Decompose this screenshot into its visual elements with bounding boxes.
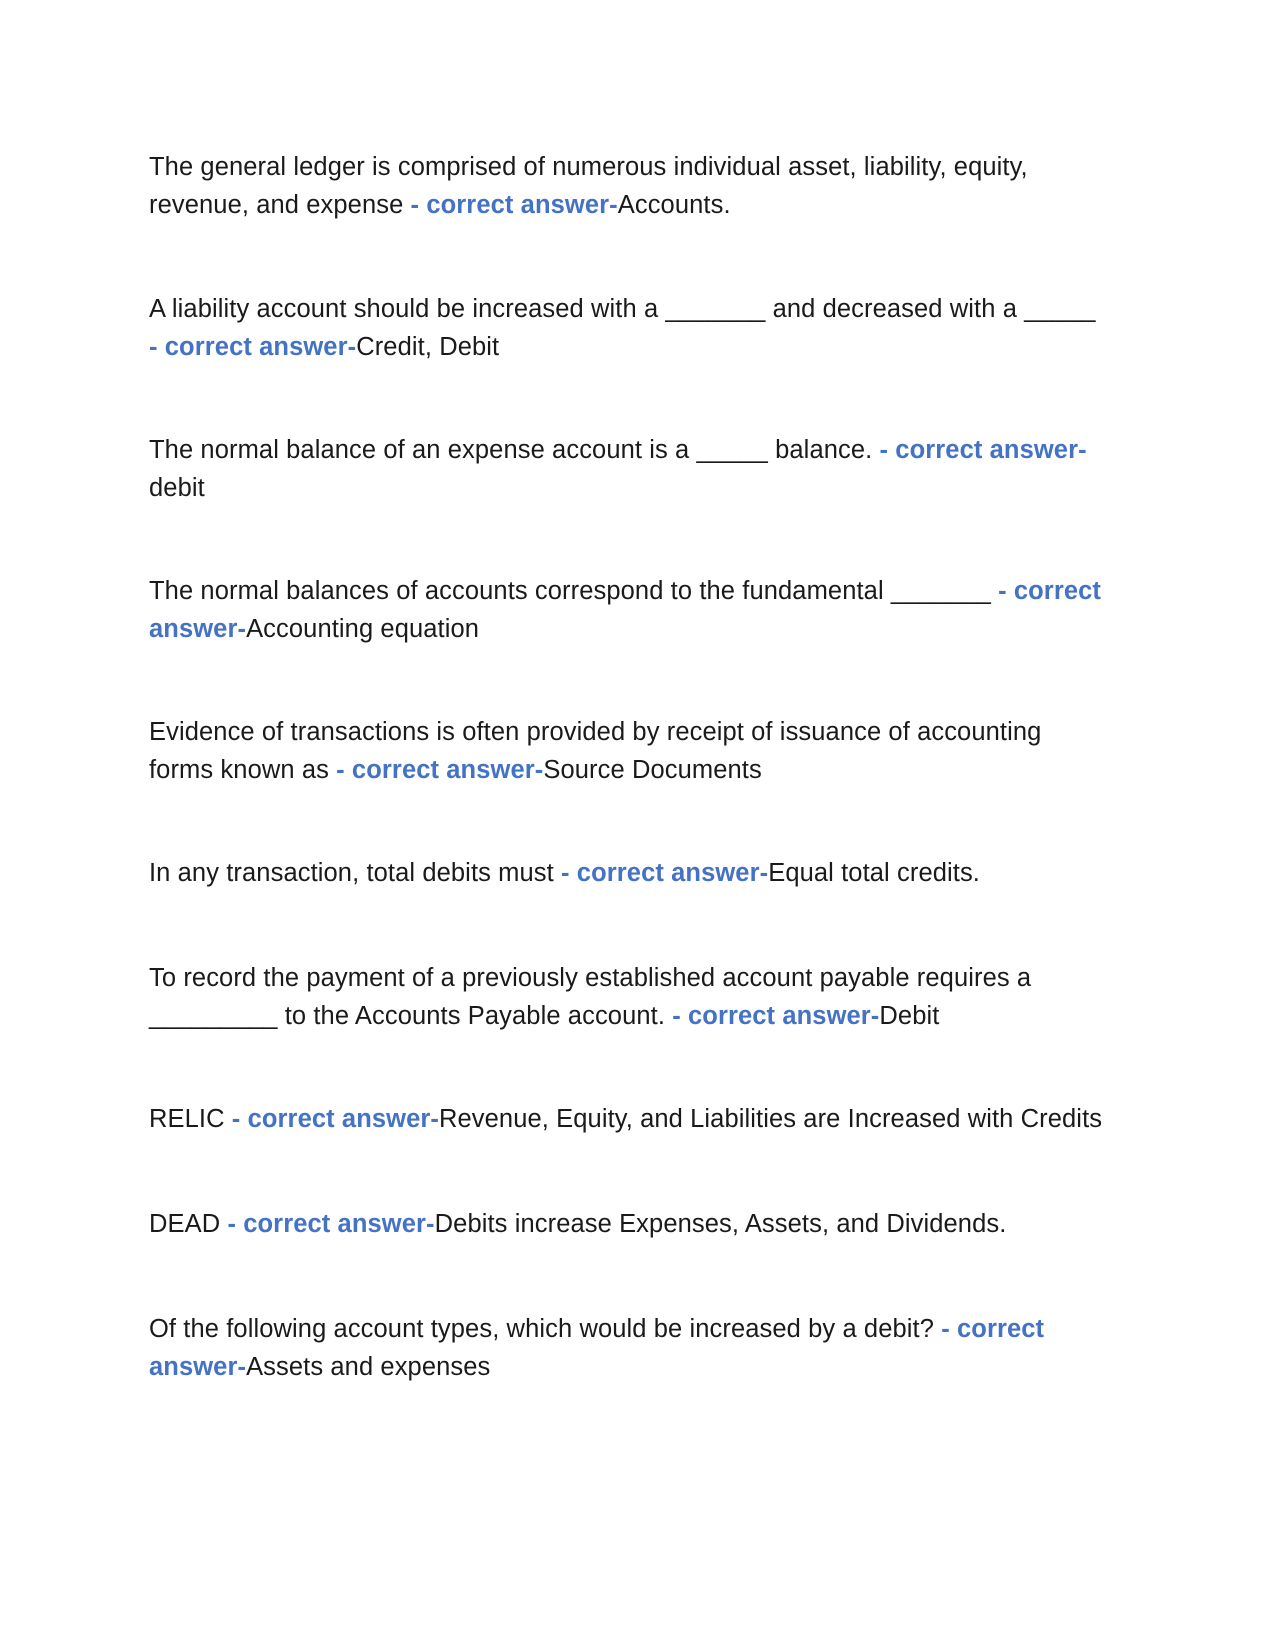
flashcard-9	[149, 1205, 1109, 1243]
answer-separator: - correct answer-	[561, 859, 769, 887]
flashcard-7	[149, 959, 1109, 1035]
answer-separator: - correct answer-	[231, 1105, 439, 1133]
answer-text: Assets and expenses	[246, 1353, 491, 1381]
answer-text: debit	[149, 474, 205, 502]
flashcard-2	[149, 290, 1109, 366]
flashcard-4	[149, 572, 1109, 648]
answer-separator: - correct answer-	[336, 756, 544, 784]
question-text: The normal balances of accounts correspond to the fundamental _______	[149, 577, 999, 605]
answer-text: Accounting equation	[246, 615, 480, 643]
answer-text: Debit	[879, 1002, 940, 1030]
answer-text: Source Documents	[543, 756, 762, 784]
question-text: Evidence of transactions is often provided by receipt of issuance of accounting forms known as	[149, 718, 1042, 784]
question-text: RELIC	[149, 1105, 232, 1133]
flashcard-8	[149, 1100, 1109, 1138]
answer-text: Equal total credits.	[768, 859, 980, 887]
flashcard-6	[149, 854, 1109, 892]
answer-separator: - correct answer-	[149, 577, 1101, 643]
question-text: To record the payment of a previously established account payable requires a _________ to the Accounts Payable account.	[149, 964, 1032, 1030]
answer-text: Accounts.	[617, 191, 731, 219]
flashcard-10	[149, 1310, 1109, 1386]
flashcard-1	[149, 148, 1109, 224]
flashcard-5	[149, 713, 1109, 789]
answer-separator: - correct answer-	[149, 333, 357, 361]
answer-separator: - correct answer-	[149, 1315, 1045, 1381]
answer-separator: - correct answer-	[672, 1002, 880, 1030]
question-text: A liability account should be increased with a _______ and decreased with a _____	[149, 295, 1096, 323]
answer-text: Revenue, Equity, and Liabilities are Increased with Credits	[439, 1105, 1103, 1133]
question-text: The general ledger is comprised of numerous individual asset, liability, equity, revenue, and expense	[149, 153, 1028, 219]
answer-separator: - correct answer-	[410, 191, 618, 219]
question-text: In any transaction, total debits must	[149, 859, 562, 887]
question-text: The normal balance of an expense account is a _____ balance.	[149, 436, 880, 464]
question-text: Of the following account types, which would be increased by a debit?	[149, 1315, 942, 1343]
answer-text: Debits increase Expenses, Assets, and Dividends.	[434, 1210, 1007, 1238]
answer-separator: - correct answer-	[227, 1210, 435, 1238]
answer-text: Credit, Debit	[356, 333, 500, 361]
flashcard-3	[149, 431, 1109, 507]
answer-separator: - correct answer-	[879, 436, 1087, 464]
question-text: DEAD	[149, 1210, 228, 1238]
